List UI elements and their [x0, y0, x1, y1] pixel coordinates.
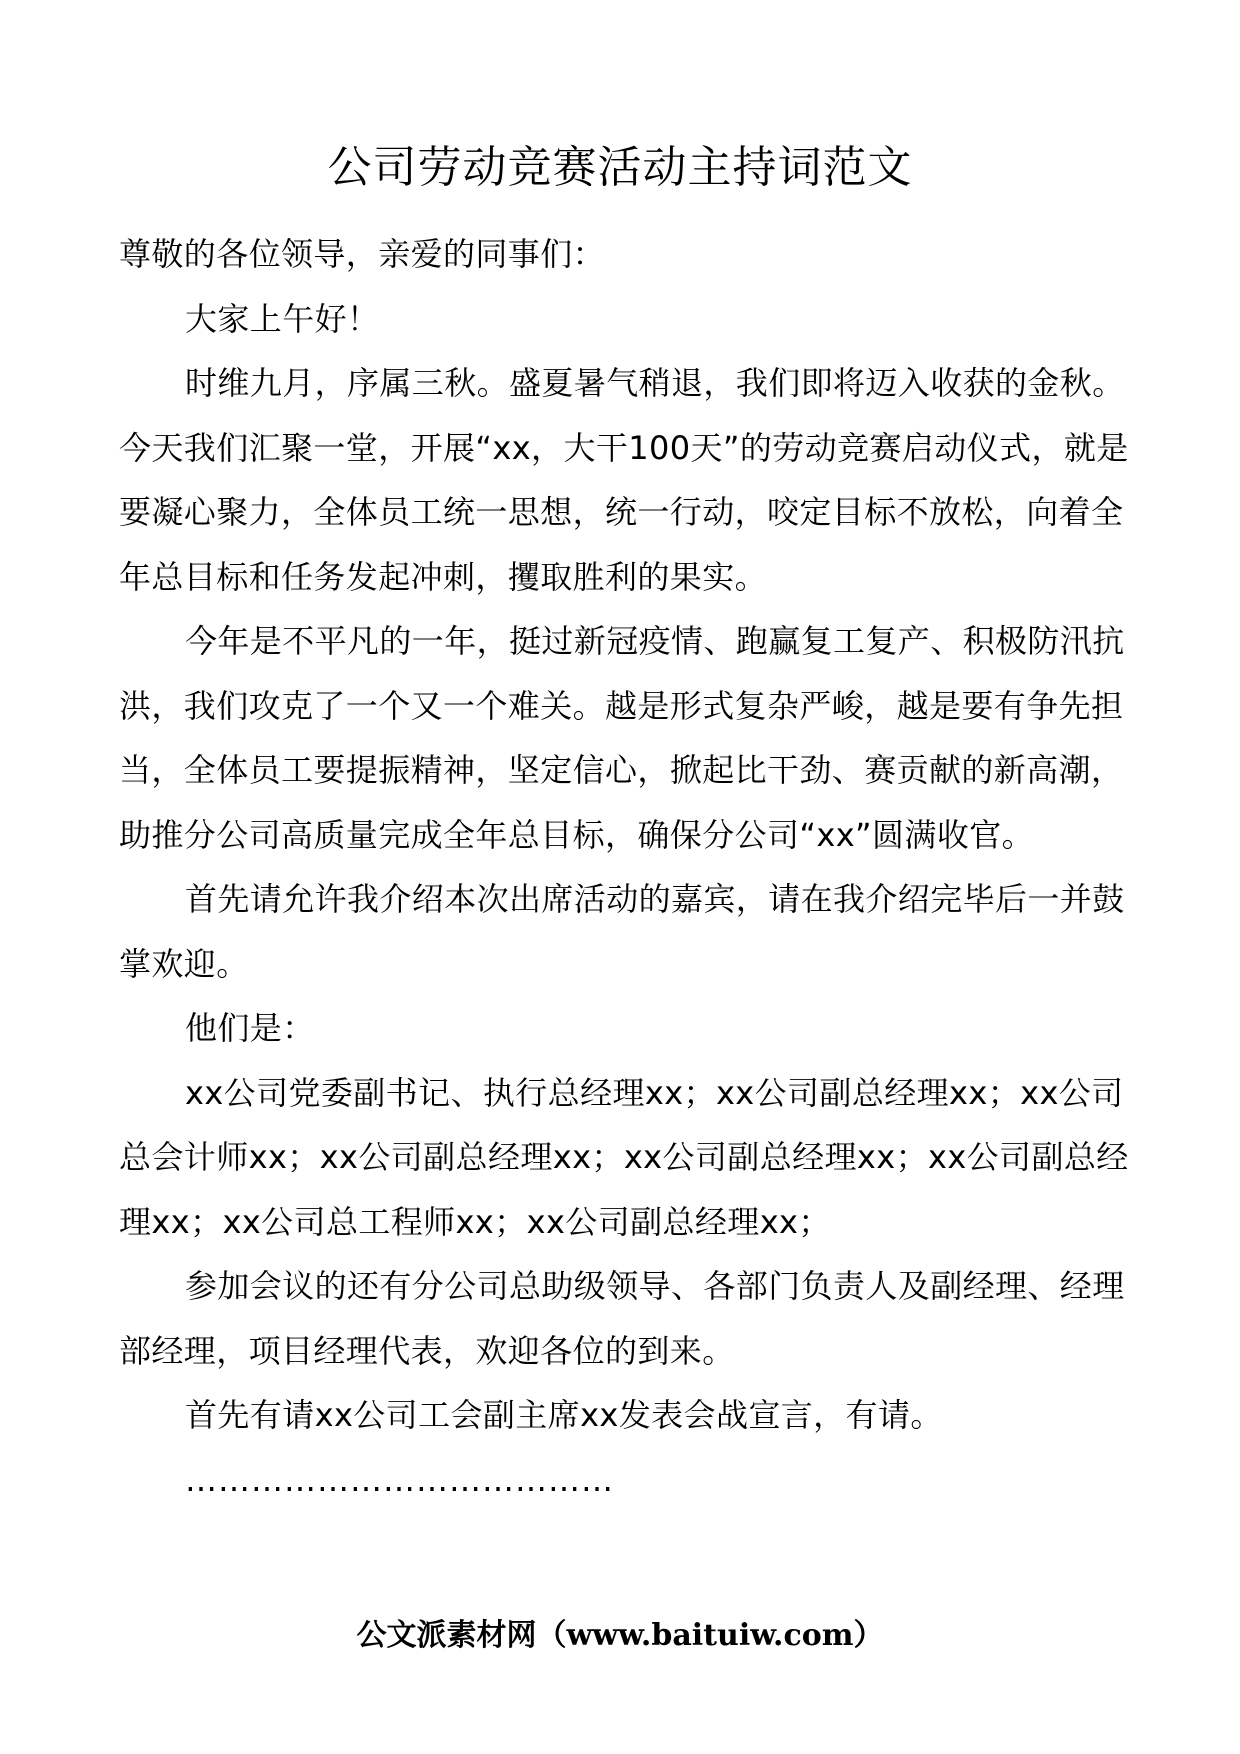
paragraph-other-attendees: 参加会议的还有分公司总助级领导、各部门负责人及副经理、经理部经理，项目经理代表，欢迎各位的到来。: [119, 1267, 1125, 1370]
paragraph-year-review: 今年是不平凡的一年，挺过新冠疫情、跑赢复工复产、积极防汛抗洪，我们攻克了一个又一个难关。越是形式复杂严峻，越是要有争先担当，全体员工要提振精神，坚定信心，掀起比干劲、赛贡献的新高潮，助推分公司高质量完成全年总目标，确保分公司“xx”圆满收官。: [119, 622, 1125, 854]
greeting: 大家上午好！: [185, 299, 380, 338]
paragraph-guest-list: xx公司党委副书记、执行总经理xx；xx公司副总经理xx；xx公司总会计师xx；xx公司副总经理xx；xx公司副总经理xx；xx公司副总经理xx；xx公司总工程师xx；xx公司副总经理xx；: [119, 1073, 1129, 1241]
paragraph-invite-speaker: 首先有请xx公司工会副主席xx发表会战宣言，有请。: [185, 1396, 943, 1434]
salutation: 尊敬的各位领导，亲爱的同事们：: [119, 235, 606, 273]
document-body: [119, 222, 1129, 1512]
paragraph-they-are: 他们是：: [185, 1009, 315, 1047]
ellipsis-line: …………………………………: [185, 1460, 614, 1499]
paragraph-opening: 时维九月，序属三秋。盛夏暑气稍退，我们即将迈入收获的金秋。今天我们汇聚一堂，开展“xx，大干100天”的劳动竞赛启动仪式，就是要凝心聚力，全体员工统一思想，统一行动，咬定目标不放松，向着全年总目标和任务发起冲刺，攫取胜利的果实。: [119, 364, 1129, 596]
document-title: 公司劳动竞赛活动主持词范文: [327, 142, 913, 193]
paragraph-guest-intro: 首先请允许我介绍本次出席活动的嘉宾，请在我介绍完毕后一并鼓掌欢迎。: [119, 880, 1125, 983]
footer-source: 公文派素材网（www.baituiw.com）: [356, 1618, 884, 1653]
